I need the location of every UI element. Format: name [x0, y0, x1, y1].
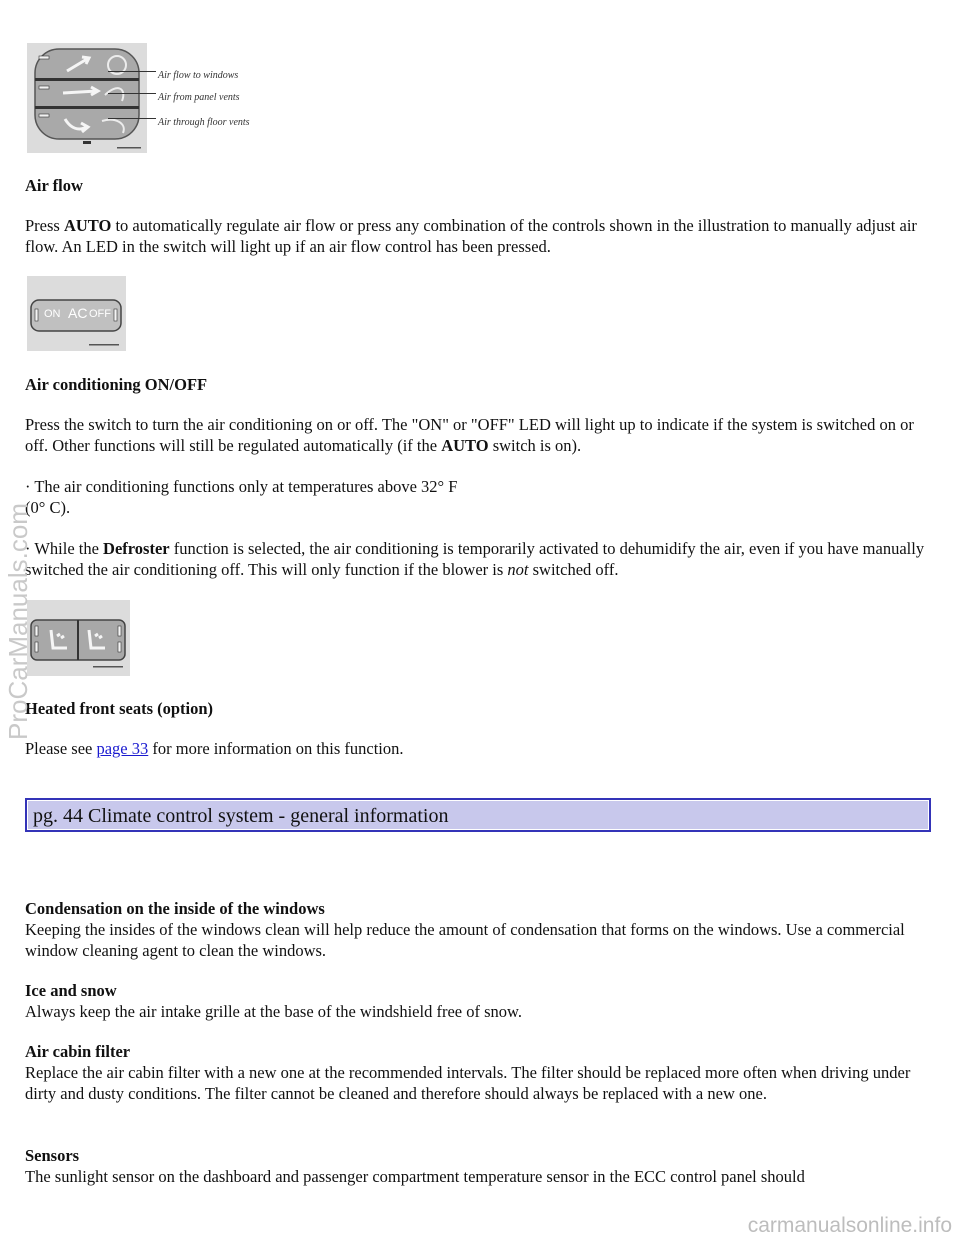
cabin-filter-heading: Air cabin filter [25, 1042, 131, 1061]
cabin-filter-text: Replace the air cabin filter with a new one at the recommended intervals. The filter should be replaced more often when driving under dirty and dusty conditions. The filter cannot be cleaned and therefore should always be replaced with a new one. [25, 1063, 911, 1103]
ac-label-off: OFF [89, 308, 111, 320]
callout-air-to-windows: Air flow to windows [158, 70, 239, 81]
ac-bullet-defroster: · While the Defroster function is selected, the air conditioning is temporarily activated to dehumidify the air, even if you have manually switched the air conditioning off. This will only function if the blower is not switched off. [25, 539, 925, 579]
airflow-heading: Air flow [25, 176, 83, 195]
side-watermark: ProCarManuals.com [3, 503, 33, 740]
callout-air-floor-vents: Air through floor vents [158, 117, 250, 128]
callout-leader-floor [108, 118, 156, 119]
general-cabin-filter [25, 1041, 935, 1104]
general-condensation [25, 898, 935, 961]
ice-snow-heading: Ice and snow [25, 981, 117, 1000]
footer-watermark: carmanualsonline.info [747, 1214, 952, 1237]
general-ice-snow [25, 980, 935, 1022]
section-title-bar [25, 798, 931, 832]
general-sensors [25, 1145, 935, 1187]
page-33-link[interactable]: page 33 [96, 739, 149, 758]
heated-seats-illustration [27, 600, 130, 676]
sensors-text: The sunlight sensor on the dashboard and passenger compartment temperature sensor in the ECC control panel should [25, 1167, 805, 1186]
ac-label-ac: AC [68, 305, 88, 321]
ac-bullet-temperature: · The air conditioning functions only at temperatures above 32° F (0° C). [25, 477, 458, 517]
heated-seats-paragraph: Please see page 33 for more information on this function. [25, 739, 404, 758]
section-title: pg. 44 Climate control system - general information [33, 805, 449, 827]
callout-air-panel-vents: Air from panel vents [158, 92, 240, 103]
airflow-paragraph: Press AUTO to automatically regulate air flow or press any combination of the controls shown in the illustration to manually adjust air flow. An LED in the switch will light up if an air flow control has been pressed. [25, 216, 917, 256]
ac-heading: Air conditioning ON/OFF [25, 375, 208, 394]
airflow-controls-figure [27, 43, 147, 153]
airflow-controls-illustration [27, 43, 147, 153]
ac-paragraph: Press the switch to turn the air conditioning on or off. The "ON" or "OFF" LED will light up to indicate if the system is switched on or off. Other functions will still be regulated automatically (if the AUTO switch is on). [25, 415, 914, 455]
condensation-heading: Condensation on the inside of the windows [25, 899, 325, 918]
callout-leader-panel [108, 93, 156, 94]
heated-seats-heading: Heated front seats (option) [25, 699, 214, 718]
condensation-text: Keeping the insides of the windows clean will help reduce the amount of condensation that forms on the windows. Use a commercial window cleaning agent to clean the windows. [25, 920, 905, 960]
heated-seats-figure [27, 600, 130, 676]
ice-snow-text: Always keep the air intake grille at the base of the windshield free of snow. [25, 1002, 522, 1021]
ac-label-on: ON [44, 308, 61, 320]
sensors-heading: Sensors [25, 1146, 80, 1165]
callout-leader-windows [108, 71, 156, 72]
ac-switch-figure [27, 276, 126, 351]
